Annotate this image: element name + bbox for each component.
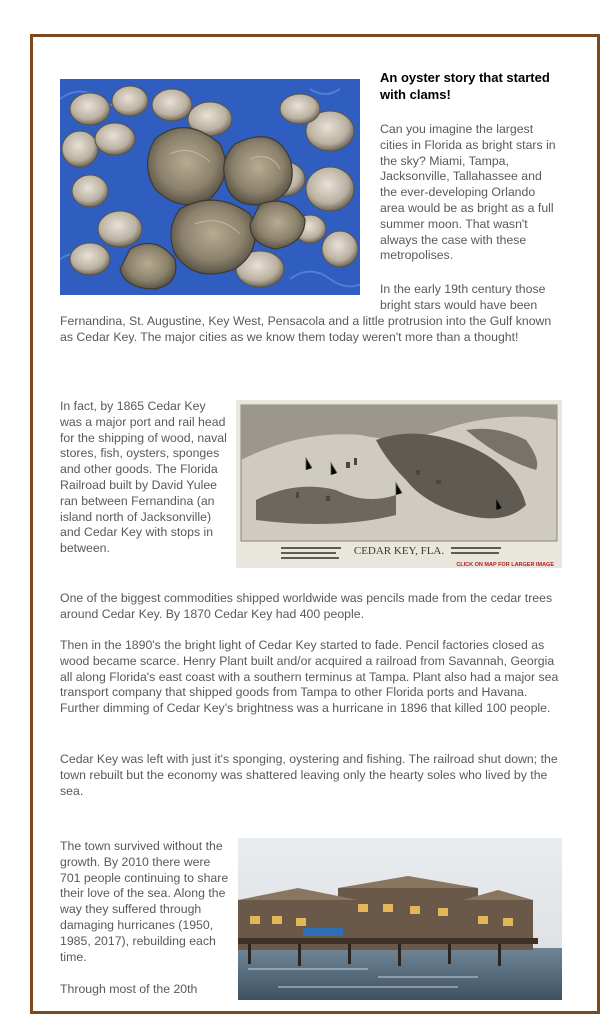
article-paragraph-decline: Then in the 1890's the bright light of Cedar Key started to fade. Pencil factories closed as wood became scarce. Henry Plant built and/or acquired a railroad from Savannah, Georgia all along Florida's east coast with a southern terminus at Tampa. Plant also had a major sea transport company that shipped goods from Tampa to other Florida ports and Havana. Further dimming of Cedar Key's brightness was a hurricane in 1896 that killed 100 people. (60, 638, 559, 716)
clams-oysters-photo (60, 79, 360, 295)
map-caption: CLICK ON MAP FOR LARGER IMAGE (456, 562, 554, 568)
cedar-key-waterfront-photo (238, 838, 562, 1000)
cedar-key-historic-map[interactable] (236, 400, 562, 568)
article-paragraph-pencils: One of the biggest commodities shipped worldwide was pencils made from the cedar trees around Cedar Key. By 1870 Cedar Key had 400 people. (60, 591, 553, 621)
article-paragraph-early-cities-top: In the early 19th century those bright stars would have been (380, 282, 546, 312)
article-paragraph-sponging: Cedar Key was left with just it's sponging, oystering and fishing. The railroad shut down; the town rebuilt but the economy was shattered leaving only the hearty soles who lived by the sea. (60, 752, 558, 798)
article-paragraph-port: In fact, by 1865 Cedar Key was a major port and rail head for the shipping of wood, naval stores, fish, oysters, sponges and other goods. The Florida Railroad built by David Yulee ran between Fernandina (an island north of Jacksonville) and Cedar Key with stops in between. (60, 399, 227, 556)
article-paragraph-early-cities: Fernandina, St. Augustine, Key West, Pensacola and a little protrusion into the Gulf known as Cedar Key. The major cities as we know them today weren't more than a thought! (60, 314, 552, 344)
map-title: CEDAR KEY, FLA. (353, 545, 445, 557)
article-paragraph-survival: The town survived without the growth. By 2010 there were 701 people continuing to share their love of the sea. Along the way they suffered through damaging hurricanes (1950, 1985, 2017), rebuilding each time. (60, 839, 229, 964)
article-title: An oyster story that started with clams! (380, 70, 550, 102)
article-paragraph-intro: Can you imagine the largest cities in Florida as bright stars in the sky? Miami, Tampa, Jacksonville, Tallahassee and the ever-developing Orlando area would be as bright as a full summer moon. That wasn't always the case with these metropolises. (380, 122, 556, 263)
article-paragraph-20th-century: Through most of the 20th (60, 982, 198, 996)
